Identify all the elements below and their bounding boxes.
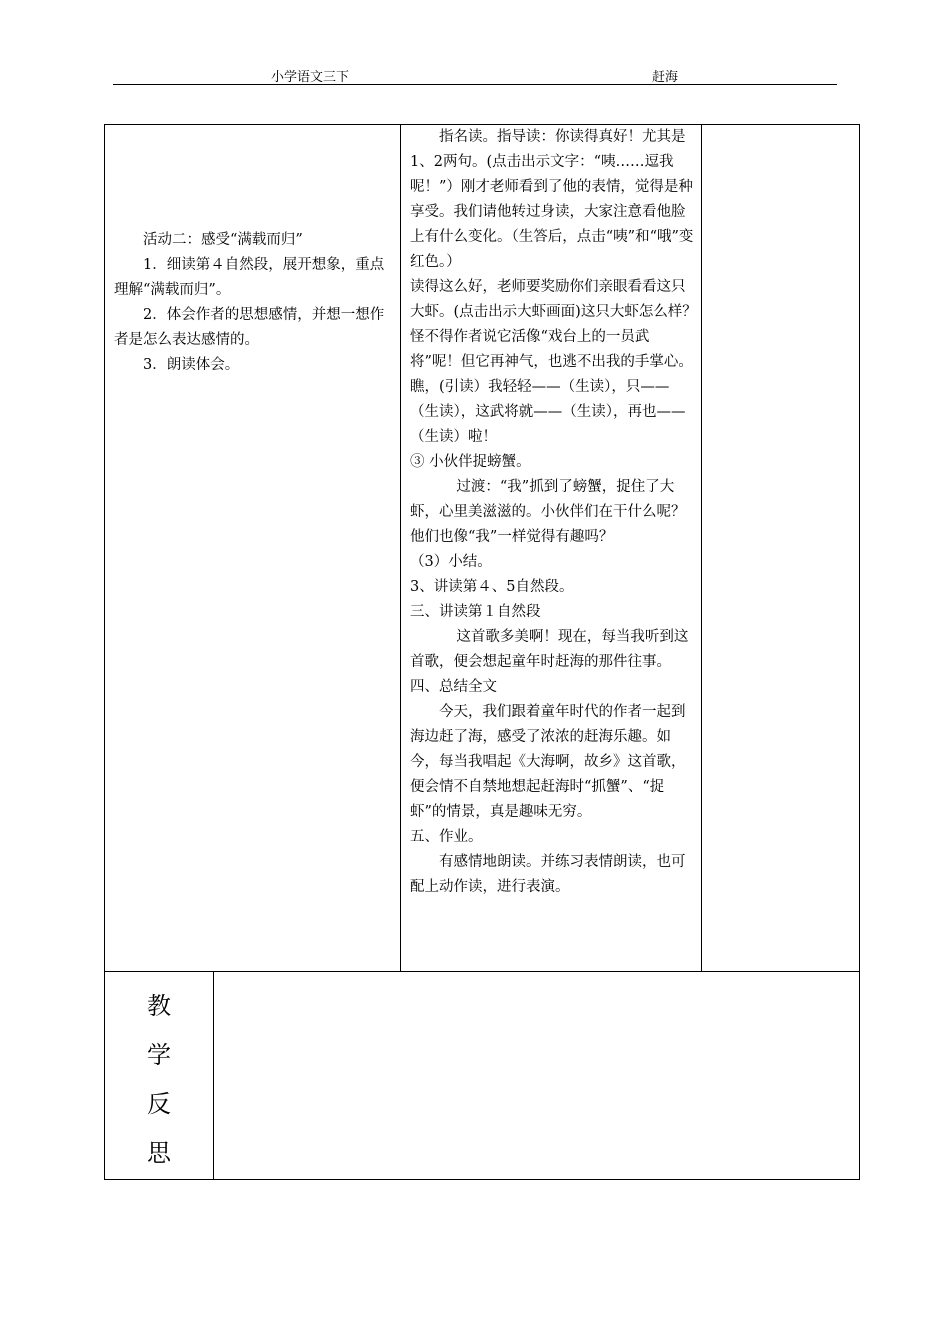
process-paragraph: 四、总结全文 (410, 679, 497, 695)
page-header (113, 64, 837, 85)
header-lesson-title: 赶海 (652, 70, 679, 85)
process-paragraph: 有感情地朗读。并练习表情朗读，也可配上动作读，进行表演。 (410, 854, 686, 895)
activity-item: 1．细读第４自然段，展开想象，重点理解“满载而归”。 (114, 257, 385, 298)
process-paragraph: 指名读。指导读：你读得真好！尤其是1、2两句。(点击出示文字：“咦……逗我呢！”）刚才老师看到了他的表情，觉得是种享受。我们请他转过身读，大家注意看他脸上有什么变化。（生答后，点击“咦”和“哦”变红色。） (410, 129, 694, 270)
activity-item: 2．体会作者的思想感情，并想一想作者是怎么表达感情的。 (114, 307, 385, 348)
header-subject: 小学语文三下 (271, 70, 350, 85)
reflection-char: 反 (147, 1090, 171, 1118)
reflection-char: 学 (147, 1041, 171, 1069)
process-paragraph: 今天，我们跟着童年时代的作者一起到海边赶了海，感受了浓浓的赶海乐趣。如今，每当我唱起《大海啊，故乡》这首歌，便会情不自禁地想起赶海时“抓蟹”、“捉虾”的情景，真是趣味无穷。 (410, 704, 686, 820)
process-paragraph: 过渡：“我”抓到了螃蟹，捉住了大虾，心里美滋滋的。小伙伴们在干什么呢？他们也像“我”一样觉得有趣吗？ (410, 479, 686, 545)
column-divider-1 (400, 125, 401, 971)
reflection-char: 思 (147, 1139, 171, 1167)
process-paragraph: ③ 小伙伴捉螃蟹。 (410, 454, 531, 470)
process-cell (410, 125, 698, 900)
reflection-label (105, 975, 213, 1179)
reflection-char: 教 (147, 992, 171, 1020)
lesson-table (104, 124, 860, 1180)
process-paragraph: 这首歌多美啊！现在，每当我听到这首歌，便会想起童年时赶海的那件往事。 (410, 629, 689, 670)
reflection-divider (213, 971, 214, 1179)
process-paragraph: 五、作业。 (410, 829, 483, 845)
column-divider-2 (701, 125, 702, 971)
process-paragraph: （3）小结。 (410, 554, 492, 570)
process-paragraph: 3、讲读第４、5自然段。 (410, 579, 574, 595)
activity-title: 活动二：感受“满载而归” (143, 232, 303, 248)
activity-cell (114, 228, 396, 378)
process-paragraph: 三、讲读第１自然段 (410, 604, 541, 620)
row-divider (105, 971, 859, 972)
process-paragraph: 读得这么好，老师要奖励你们亲眼看看这只大虾。(点击出示大虾画面)这只大虾怎么样？怪不得作者说它活像“戏台上的一员武将”呢！但它再神气，也逃不出我的手掌心。瞧，(引读）我轻轻——（生读），只——（生读），这武将就——（生读），再也——（生读）啦！ (410, 279, 697, 445)
activity-item: 3．朗读体会。 (143, 357, 240, 373)
